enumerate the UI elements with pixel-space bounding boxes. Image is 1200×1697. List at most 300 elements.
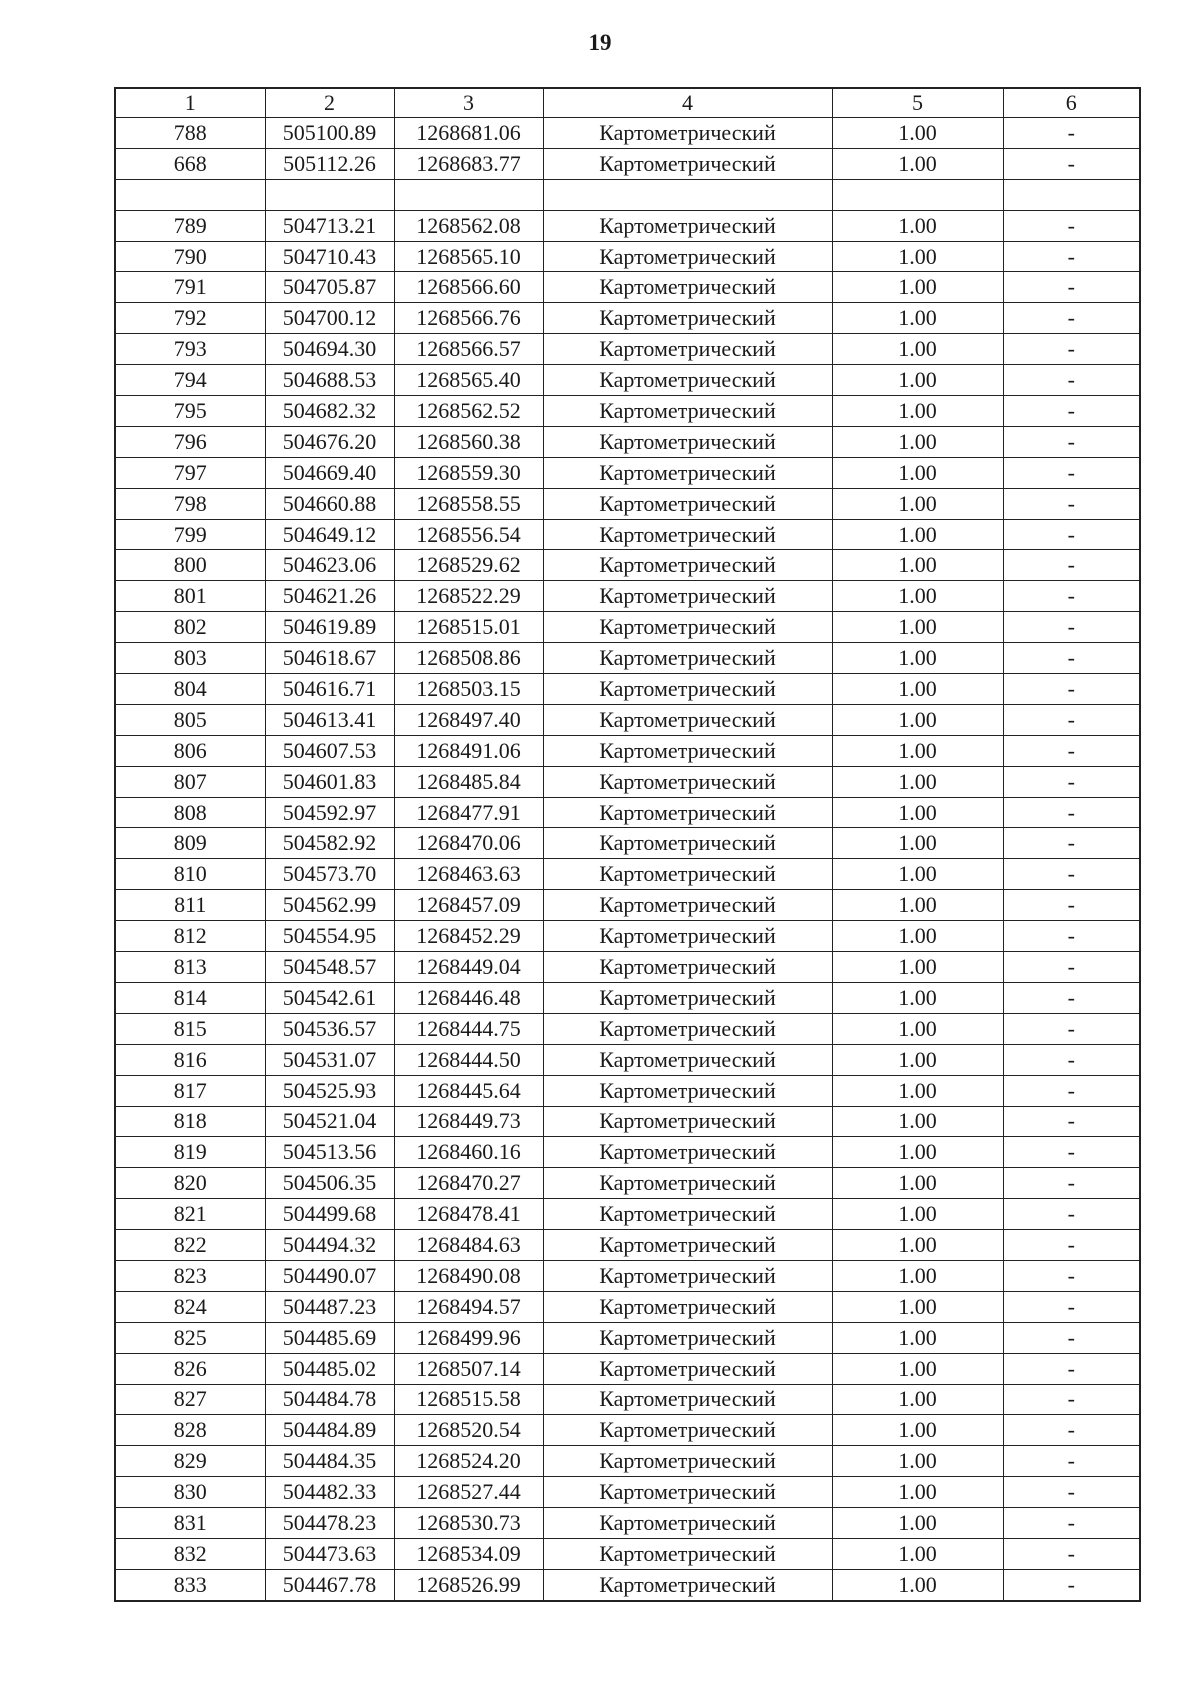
table-row <box>115 1508 1140 1539</box>
method-cell: Картометрический <box>543 1044 832 1075</box>
note-cell: - <box>1003 1415 1140 1446</box>
table-row <box>115 1353 1140 1384</box>
note-cell: - <box>1003 1477 1140 1508</box>
y-coordinate-cell: 1268558.55 <box>394 488 543 519</box>
point-number-cell: 813 <box>115 952 265 983</box>
x-coordinate-cell: 504592.97 <box>265 797 394 828</box>
method-cell: Картометрический <box>543 921 832 952</box>
page-number: 19 <box>588 30 612 55</box>
table-row <box>115 519 1140 550</box>
note-cell: - <box>1003 1569 1140 1600</box>
accuracy-cell: 1.00 <box>832 1260 1003 1291</box>
method-cell: Картометрический <box>543 241 832 272</box>
y-coordinate-cell: 1268484.63 <box>394 1230 543 1261</box>
method-cell: Картометрический <box>543 118 832 149</box>
note-cell: - <box>1003 488 1140 519</box>
note-cell: - <box>1003 1199 1140 1230</box>
method-cell: Картометрический <box>543 704 832 735</box>
x-coordinate-cell: 504582.92 <box>265 828 394 859</box>
note-cell: - <box>1003 1384 1140 1415</box>
accuracy-cell: 1.00 <box>832 1168 1003 1199</box>
y-coordinate-cell: 1268530.73 <box>394 1508 543 1539</box>
point-number-cell: 805 <box>115 704 265 735</box>
point-number-cell: 668 <box>115 148 265 179</box>
point-number-cell: 812 <box>115 921 265 952</box>
table-row <box>115 921 1140 952</box>
method-cell: Картометрический <box>543 303 832 334</box>
method-cell: Картометрический <box>543 1446 832 1477</box>
x-coordinate-cell: 504710.43 <box>265 241 394 272</box>
method-cell: Картометрический <box>543 272 832 303</box>
accuracy-cell <box>832 179 1003 210</box>
note-cell: - <box>1003 550 1140 581</box>
table-row <box>115 550 1140 581</box>
header-cell: 5 <box>832 88 1003 118</box>
method-cell: Картометрический <box>543 396 832 427</box>
table-row <box>115 1446 1140 1477</box>
accuracy-cell: 1.00 <box>832 1569 1003 1600</box>
table-row <box>115 890 1140 921</box>
table-row <box>115 1044 1140 1075</box>
point-number-cell: 792 <box>115 303 265 334</box>
y-coordinate-cell: 1268508.86 <box>394 643 543 674</box>
table-row <box>115 1322 1140 1353</box>
method-cell: Картометрический <box>543 1538 832 1569</box>
accuracy-cell: 1.00 <box>832 396 1003 427</box>
method-cell: Картометрический <box>543 1168 832 1199</box>
table-row <box>115 1415 1140 1446</box>
method-cell: Картометрический <box>543 1384 832 1415</box>
accuracy-cell: 1.00 <box>832 982 1003 1013</box>
note-cell: - <box>1003 581 1140 612</box>
note-cell: - <box>1003 1322 1140 1353</box>
method-cell: Картометрический <box>543 1013 832 1044</box>
method-cell: Картометрический <box>543 1569 832 1600</box>
accuracy-cell: 1.00 <box>832 921 1003 952</box>
x-coordinate-cell: 504485.02 <box>265 1353 394 1384</box>
table-row <box>115 241 1140 272</box>
x-coordinate-cell: 504688.53 <box>265 365 394 396</box>
table-row <box>115 365 1140 396</box>
note-cell: - <box>1003 1075 1140 1106</box>
x-coordinate-cell: 504548.57 <box>265 952 394 983</box>
x-coordinate-cell: 504484.89 <box>265 1415 394 1446</box>
table-row-blank <box>115 179 1140 210</box>
point-number-cell: 823 <box>115 1260 265 1291</box>
y-coordinate-cell <box>394 179 543 210</box>
accuracy-cell: 1.00 <box>832 118 1003 149</box>
accuracy-cell: 1.00 <box>832 859 1003 890</box>
accuracy-cell: 1.00 <box>832 1013 1003 1044</box>
y-coordinate-cell: 1268527.44 <box>394 1477 543 1508</box>
accuracy-cell: 1.00 <box>832 488 1003 519</box>
accuracy-cell: 1.00 <box>832 1106 1003 1137</box>
accuracy-cell: 1.00 <box>832 1353 1003 1384</box>
method-cell: Картометрический <box>543 365 832 396</box>
note-cell: - <box>1003 457 1140 488</box>
table-row <box>115 828 1140 859</box>
note-cell: - <box>1003 674 1140 705</box>
accuracy-cell: 1.00 <box>832 1137 1003 1168</box>
method-cell: Картометрический <box>543 612 832 643</box>
x-coordinate-cell: 505112.26 <box>265 148 394 179</box>
point-number-cell: 811 <box>115 890 265 921</box>
point-number-cell: 803 <box>115 643 265 674</box>
accuracy-cell: 1.00 <box>832 1508 1003 1539</box>
y-coordinate-cell: 1268681.06 <box>394 118 543 149</box>
y-coordinate-cell: 1268449.73 <box>394 1106 543 1137</box>
accuracy-cell: 1.00 <box>832 612 1003 643</box>
point-number-cell: 797 <box>115 457 265 488</box>
method-cell: Картометрический <box>543 1415 832 1446</box>
coordinates-table <box>114 87 1141 1602</box>
y-coordinate-cell: 1268515.01 <box>394 612 543 643</box>
table-row <box>115 1137 1140 1168</box>
x-coordinate-cell: 504521.04 <box>265 1106 394 1137</box>
y-coordinate-cell: 1268559.30 <box>394 457 543 488</box>
accuracy-cell: 1.00 <box>832 519 1003 550</box>
x-coordinate-cell: 504713.21 <box>265 210 394 241</box>
table-row <box>115 426 1140 457</box>
y-coordinate-cell: 1268565.10 <box>394 241 543 272</box>
note-cell: - <box>1003 890 1140 921</box>
table-row <box>115 272 1140 303</box>
method-cell: Картометрический <box>543 1508 832 1539</box>
x-coordinate-cell: 505100.89 <box>265 118 394 149</box>
x-coordinate-cell: 504467.78 <box>265 1569 394 1600</box>
method-cell: Картометрический <box>543 148 832 179</box>
note-cell: - <box>1003 643 1140 674</box>
note-cell: - <box>1003 766 1140 797</box>
accuracy-cell: 1.00 <box>832 890 1003 921</box>
y-coordinate-cell: 1268524.20 <box>394 1446 543 1477</box>
y-coordinate-cell: 1268529.62 <box>394 550 543 581</box>
method-cell: Картометрический <box>543 1260 832 1291</box>
point-number-cell: 829 <box>115 1446 265 1477</box>
accuracy-cell: 1.00 <box>832 766 1003 797</box>
point-number-cell: 796 <box>115 426 265 457</box>
point-number-cell: 832 <box>115 1538 265 1569</box>
accuracy-cell: 1.00 <box>832 828 1003 859</box>
x-coordinate-cell: 504542.61 <box>265 982 394 1013</box>
table-row <box>115 1260 1140 1291</box>
method-cell <box>543 179 832 210</box>
table-row <box>115 674 1140 705</box>
point-number-cell: 819 <box>115 1137 265 1168</box>
note-cell: - <box>1003 1291 1140 1322</box>
y-coordinate-cell: 1268491.06 <box>394 735 543 766</box>
table-row <box>115 457 1140 488</box>
y-coordinate-cell: 1268477.91 <box>394 797 543 828</box>
point-number-cell: 820 <box>115 1168 265 1199</box>
y-coordinate-cell: 1268526.99 <box>394 1569 543 1600</box>
table-row <box>115 1075 1140 1106</box>
point-number-cell: 798 <box>115 488 265 519</box>
point-number-cell: 824 <box>115 1291 265 1322</box>
y-coordinate-cell: 1268522.29 <box>394 581 543 612</box>
x-coordinate-cell: 504649.12 <box>265 519 394 550</box>
x-coordinate-cell: 504616.71 <box>265 674 394 705</box>
point-number-cell: 793 <box>115 334 265 365</box>
y-coordinate-cell: 1268683.77 <box>394 148 543 179</box>
point-number-cell: 821 <box>115 1199 265 1230</box>
method-cell: Картометрический <box>543 457 832 488</box>
point-number-cell: 827 <box>115 1384 265 1415</box>
x-coordinate-cell: 504618.67 <box>265 643 394 674</box>
point-number-cell: 801 <box>115 581 265 612</box>
x-coordinate-cell: 504485.69 <box>265 1322 394 1353</box>
y-coordinate-cell: 1268515.58 <box>394 1384 543 1415</box>
x-coordinate-cell: 504513.56 <box>265 1137 394 1168</box>
method-cell: Картометрический <box>543 488 832 519</box>
note-cell: - <box>1003 612 1140 643</box>
table-row <box>115 1538 1140 1569</box>
table-row <box>115 1230 1140 1261</box>
accuracy-cell: 1.00 <box>832 148 1003 179</box>
table-row <box>115 396 1140 427</box>
table-body <box>115 88 1140 1601</box>
y-coordinate-cell: 1268556.54 <box>394 519 543 550</box>
y-coordinate-cell: 1268445.64 <box>394 1075 543 1106</box>
y-coordinate-cell: 1268490.08 <box>394 1260 543 1291</box>
point-number-cell: 818 <box>115 1106 265 1137</box>
x-coordinate-cell <box>265 179 394 210</box>
y-coordinate-cell: 1268446.48 <box>394 982 543 1013</box>
table-row <box>115 1384 1140 1415</box>
note-cell: - <box>1003 272 1140 303</box>
method-cell: Картометрический <box>543 1477 832 1508</box>
x-coordinate-cell: 504484.35 <box>265 1446 394 1477</box>
x-coordinate-cell: 504676.20 <box>265 426 394 457</box>
x-coordinate-cell: 504525.93 <box>265 1075 394 1106</box>
x-coordinate-cell: 504562.99 <box>265 890 394 921</box>
point-number-cell: 825 <box>115 1322 265 1353</box>
table-row <box>115 1477 1140 1508</box>
y-coordinate-cell: 1268460.16 <box>394 1137 543 1168</box>
method-cell: Картометрический <box>543 1230 832 1261</box>
accuracy-cell: 1.00 <box>832 365 1003 396</box>
table-row <box>115 952 1140 983</box>
y-coordinate-cell: 1268560.38 <box>394 426 543 457</box>
note-cell: - <box>1003 704 1140 735</box>
note-cell: - <box>1003 1446 1140 1477</box>
point-number-cell: 804 <box>115 674 265 705</box>
point-number-cell <box>115 179 265 210</box>
point-number-cell: 789 <box>115 210 265 241</box>
x-coordinate-cell: 504494.32 <box>265 1230 394 1261</box>
accuracy-cell: 1.00 <box>832 674 1003 705</box>
accuracy-cell: 1.00 <box>832 1230 1003 1261</box>
method-cell: Картометрический <box>543 797 832 828</box>
point-number-cell: 833 <box>115 1569 265 1600</box>
y-coordinate-cell: 1268444.50 <box>394 1044 543 1075</box>
accuracy-cell: 1.00 <box>832 735 1003 766</box>
point-number-cell: 807 <box>115 766 265 797</box>
note-cell: - <box>1003 859 1140 890</box>
x-coordinate-cell: 504531.07 <box>265 1044 394 1075</box>
table-row <box>115 704 1140 735</box>
accuracy-cell: 1.00 <box>832 643 1003 674</box>
method-cell: Картометрический <box>543 674 832 705</box>
x-coordinate-cell: 504694.30 <box>265 334 394 365</box>
point-number-cell: 817 <box>115 1075 265 1106</box>
point-number-cell: 806 <box>115 735 265 766</box>
y-coordinate-cell: 1268566.76 <box>394 303 543 334</box>
accuracy-cell: 1.00 <box>832 581 1003 612</box>
table-row <box>115 1168 1140 1199</box>
accuracy-cell: 1.00 <box>832 210 1003 241</box>
note-cell: - <box>1003 1013 1140 1044</box>
method-cell: Картометрический <box>543 828 832 859</box>
x-coordinate-cell: 504484.78 <box>265 1384 394 1415</box>
x-coordinate-cell: 504607.53 <box>265 735 394 766</box>
y-coordinate-cell: 1268457.09 <box>394 890 543 921</box>
table-row <box>115 303 1140 334</box>
method-cell: Картометрический <box>543 426 832 457</box>
table-header-row <box>115 88 1140 118</box>
x-coordinate-cell: 504482.33 <box>265 1477 394 1508</box>
point-number-cell: 828 <box>115 1415 265 1446</box>
method-cell: Картометрический <box>543 1353 832 1384</box>
point-number-cell: 830 <box>115 1477 265 1508</box>
method-cell: Картометрический <box>543 643 832 674</box>
point-number-cell: 808 <box>115 797 265 828</box>
y-coordinate-cell: 1268470.27 <box>394 1168 543 1199</box>
table-row <box>115 1569 1140 1600</box>
note-cell: - <box>1003 148 1140 179</box>
point-number-cell: 809 <box>115 828 265 859</box>
method-cell: Картометрический <box>543 982 832 1013</box>
table-row <box>115 735 1140 766</box>
note-cell: - <box>1003 1508 1140 1539</box>
note-cell: - <box>1003 210 1140 241</box>
accuracy-cell: 1.00 <box>832 1446 1003 1477</box>
accuracy-cell: 1.00 <box>832 303 1003 334</box>
point-number-cell: 815 <box>115 1013 265 1044</box>
y-coordinate-cell: 1268478.41 <box>394 1199 543 1230</box>
point-number-cell: 810 <box>115 859 265 890</box>
table-row <box>115 1013 1140 1044</box>
method-cell: Картометрический <box>543 334 832 365</box>
method-cell: Картометрический <box>543 581 832 612</box>
method-cell: Картометрический <box>543 1137 832 1168</box>
accuracy-cell: 1.00 <box>832 334 1003 365</box>
table-row <box>115 643 1140 674</box>
point-number-cell: 802 <box>115 612 265 643</box>
note-cell: - <box>1003 952 1140 983</box>
x-coordinate-cell: 504682.32 <box>265 396 394 427</box>
method-cell: Картометрический <box>543 1291 832 1322</box>
y-coordinate-cell: 1268562.08 <box>394 210 543 241</box>
note-cell: - <box>1003 334 1140 365</box>
table-row <box>115 797 1140 828</box>
table-row <box>115 1106 1140 1137</box>
note-cell: - <box>1003 365 1140 396</box>
method-cell: Картометрический <box>543 519 832 550</box>
method-cell: Картометрический <box>543 1199 832 1230</box>
x-coordinate-cell: 504613.41 <box>265 704 394 735</box>
x-coordinate-cell: 504478.23 <box>265 1508 394 1539</box>
note-cell: - <box>1003 1137 1140 1168</box>
point-number-cell: 800 <box>115 550 265 581</box>
note-cell: - <box>1003 1538 1140 1569</box>
note-cell: - <box>1003 921 1140 952</box>
table-row <box>115 766 1140 797</box>
point-number-cell: 831 <box>115 1508 265 1539</box>
x-coordinate-cell: 504490.07 <box>265 1260 394 1291</box>
accuracy-cell: 1.00 <box>832 1044 1003 1075</box>
table-row <box>115 1291 1140 1322</box>
y-coordinate-cell: 1268566.60 <box>394 272 543 303</box>
note-cell <box>1003 179 1140 210</box>
header-cell: 4 <box>543 88 832 118</box>
y-coordinate-cell: 1268507.14 <box>394 1353 543 1384</box>
note-cell: - <box>1003 828 1140 859</box>
note-cell: - <box>1003 797 1140 828</box>
point-number-cell: 795 <box>115 396 265 427</box>
accuracy-cell: 1.00 <box>832 1477 1003 1508</box>
x-coordinate-cell: 504554.95 <box>265 921 394 952</box>
x-coordinate-cell: 504473.63 <box>265 1538 394 1569</box>
y-coordinate-cell: 1268452.29 <box>394 921 543 952</box>
point-number-cell: 816 <box>115 1044 265 1075</box>
y-coordinate-cell: 1268497.40 <box>394 704 543 735</box>
note-cell: - <box>1003 982 1140 1013</box>
x-coordinate-cell: 504573.70 <box>265 859 394 890</box>
y-coordinate-cell: 1268470.06 <box>394 828 543 859</box>
method-cell: Картометрический <box>543 766 832 797</box>
method-cell: Картометрический <box>543 1106 832 1137</box>
note-cell: - <box>1003 1260 1140 1291</box>
method-cell: Картометрический <box>543 1322 832 1353</box>
table-row <box>115 488 1140 519</box>
y-coordinate-cell: 1268566.57 <box>394 334 543 365</box>
table-row <box>115 612 1140 643</box>
note-cell: - <box>1003 1230 1140 1261</box>
y-coordinate-cell: 1268562.52 <box>394 396 543 427</box>
header-cell: 1 <box>115 88 265 118</box>
header-cell: 2 <box>265 88 394 118</box>
x-coordinate-cell: 504619.89 <box>265 612 394 643</box>
method-cell: Картометрический <box>543 952 832 983</box>
x-coordinate-cell: 504499.68 <box>265 1199 394 1230</box>
table-row <box>115 1199 1140 1230</box>
table-row <box>115 148 1140 179</box>
y-coordinate-cell: 1268444.75 <box>394 1013 543 1044</box>
point-number-cell: 822 <box>115 1230 265 1261</box>
table-row <box>115 210 1140 241</box>
note-cell: - <box>1003 396 1140 427</box>
table-row <box>115 581 1140 612</box>
point-number-cell: 794 <box>115 365 265 396</box>
method-cell: Картометрический <box>543 735 832 766</box>
method-cell: Картометрический <box>543 210 832 241</box>
accuracy-cell: 1.00 <box>832 797 1003 828</box>
accuracy-cell: 1.00 <box>832 704 1003 735</box>
y-coordinate-cell: 1268503.15 <box>394 674 543 705</box>
y-coordinate-cell: 1268565.40 <box>394 365 543 396</box>
accuracy-cell: 1.00 <box>832 1199 1003 1230</box>
y-coordinate-cell: 1268485.84 <box>394 766 543 797</box>
note-cell: - <box>1003 241 1140 272</box>
x-coordinate-cell: 504669.40 <box>265 457 394 488</box>
method-cell: Картометрический <box>543 550 832 581</box>
header-cell: 3 <box>394 88 543 118</box>
note-cell: - <box>1003 1353 1140 1384</box>
point-number-cell: 799 <box>115 519 265 550</box>
x-coordinate-cell: 504660.88 <box>265 488 394 519</box>
x-coordinate-cell: 504601.83 <box>265 766 394 797</box>
